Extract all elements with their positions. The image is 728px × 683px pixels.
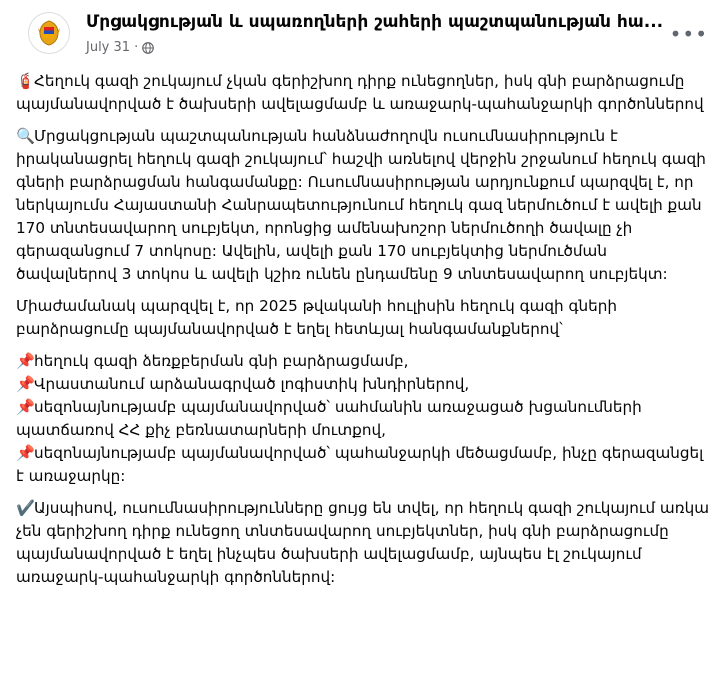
post-paragraph	[16, 497, 712, 589]
pushpin-icon: 📌	[16, 398, 35, 416]
paragraph-text: Այսպիսով, ուսումնասիրությունները ցույց են տվել, որ հեղուկ գազի շուկայում առկա չեն գերիշխող դիրք ունեցող տնտեսավարող սուբյեկտներ, իսկ գնի բարձրացումը պայմանավորված է եղել ինչպես ծախսերի ավելացմամբ, այնպես էլ շուկայում առաջարկ-պահանջարկի գործոններով:	[16, 499, 709, 586]
bullet-item	[16, 396, 712, 442]
bullet-text: սեզոնայնությամբ պայմանավորված՝ պահանջարկի մեծացմամբ, ինչը գերազանցել է առաջարկը:	[16, 444, 704, 485]
page-name[interactable]: Մրցակցության և սպառողների շահերի պաշտպանության հա...	[86, 12, 664, 32]
pushpin-icon: 📌	[16, 444, 35, 462]
post-paragraph	[16, 295, 712, 341]
pushpin-icon: 📌	[16, 375, 35, 393]
meta-separator: ·	[134, 40, 139, 55]
bullet-text: սեզոնայնությամբ պայմանավորված՝ սահմանին առաջացած խցանումների պատճառով ՀՀ քիչ բեռնատարների մուտքով,	[16, 398, 642, 439]
paragraph-text: Հեղուկ գազի շուկայում չկան գերիշխող դիրք ունեցողներ, իսկ գնի բարձրացումը պայմանավորված է ծախսերի ավելացմամբ և առաջարկ-պահանջարկի գործոններով	[16, 72, 704, 113]
globe-icon	[142, 42, 154, 54]
paragraph-text: Միաժամանակ պարզվել է, որ 2025 թվականի հուլիսին հեղուկ գազի գների բարձրացումը պայմանավորված է եղել հետևյալ հանգամանքներով՝	[16, 297, 617, 338]
magnifying-glass-icon: 🔍	[16, 127, 35, 145]
post-header	[16, 0, 712, 64]
check-mark-icon: ✔️	[16, 499, 35, 517]
page-avatar[interactable]	[28, 12, 70, 54]
post-paragraph	[16, 70, 712, 116]
paragraph-text: Մրցակցության պաշտպանության հանձնաժողովն ուսումնասիրություն է իրականացրել հեղուկ գազի շուկայում՝ հաշվի առնելով վերջին շրջանում հեղուկ գազի գների բարձրացման հանգամանքը: Ուսումնասիրության արդյունքում պարզվել է, որ ներկայումս Հայաստանի Հանրապետությունում հեղուկ գազ ներմուծում է ավելի քան 170 տնտեսավարող սուբյեկտ, որոնցից ամենախոշոր ներմուծողի ծավալը չի գերազանցում 7 տոկոսը: Ավելին, ավելի քան 170 սուբյեկտից ներմուծման ծավալներով 3 տոկոս և ավելի կշիռ ունեն ընդամենը 9 տնտեսավարող սուբյեկտ:	[16, 127, 706, 283]
bullet-text: Վրաստանում արձանագրված լոգիստիկ խնդիրներով,	[34, 375, 470, 393]
post-body	[16, 64, 712, 589]
more-options-button[interactable]: •••	[669, 22, 708, 46]
post-meta	[86, 40, 154, 55]
bullet-item	[16, 373, 712, 396]
post-date[interactable]: July 31	[86, 40, 131, 55]
bullet-text: հեղուկ գազի ձեռքբերման գնի բարձրացմամբ,	[34, 352, 409, 370]
bullet-item	[16, 442, 712, 488]
coat-of-arms-icon	[34, 18, 64, 48]
fire-extinguisher-icon: 🧯	[16, 72, 35, 90]
bullet-item	[16, 350, 712, 373]
post-paragraph	[16, 125, 712, 286]
pushpin-icon: 📌	[16, 352, 35, 370]
